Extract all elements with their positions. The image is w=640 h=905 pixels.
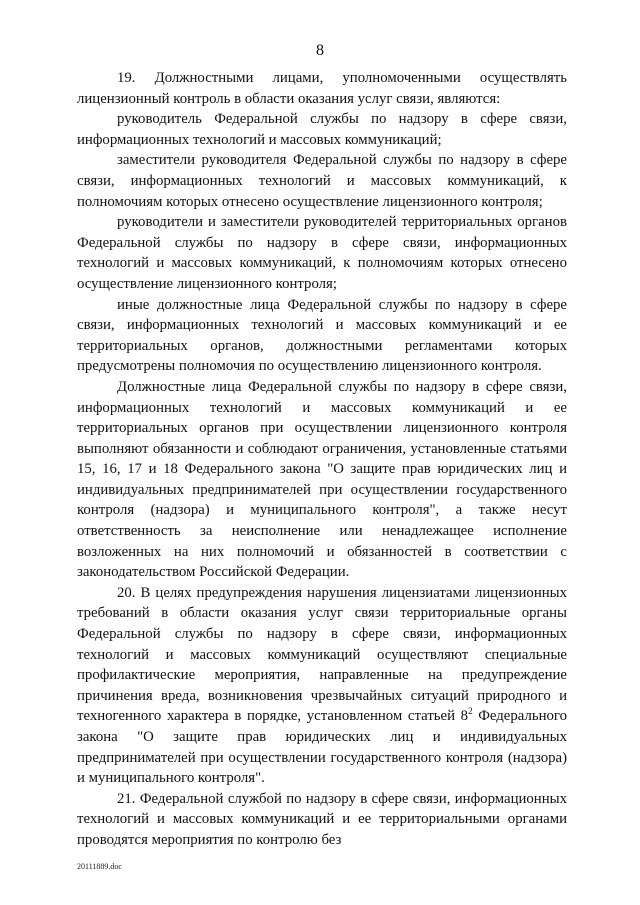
- list-item-deputy-heads: заместители руководителя Федеральной службы по надзору в сфере связи, информационных технологий и массовых коммуникаций, к полномочиям которых отнесено осуществление лицензионного контроля;: [77, 152, 567, 210]
- paragraph-21: 21. Федеральной службой по надзору в сфере связи, информационных технологий и массовых коммуникаций и ее территориальными органами проводятся мероприятия по контролю без: [77, 790, 567, 848]
- list-item-head-of-service: руководитель Федеральной службы по надзору в сфере связи, информационных технологий и массовых коммуникаций;: [77, 111, 567, 148]
- list-item-other-officials: иные должностные лица Федеральной службы по надзору в сфере связи, информационных технологий и массовых коммуникаций и ее территориальных органов, должностными регламентами которых предусмотрены полномочия по осуществлению лицензионного контроля.: [77, 296, 567, 375]
- document-body: [77, 68, 567, 851]
- paragraph-20-text-b: Федерального закона "О защите прав юридических лиц и индивидуальных предпринимателей при осуществлении государственного контроля (надзора) и муниципального контроля".: [77, 708, 567, 787]
- footer-filename: 20111889.doc: [77, 862, 122, 871]
- paragraph-officials-duties: Должностные лица Федеральной службы по надзору в сфере связи, информационных технологий и массовых коммуникаций и ее территориальных органов при осуществлении лицензионного контроля выполняют обязанности и соблюдают ограничения, установленные статьями 15, 16, 17 и 18 Федерального закона "О защите прав юридических лиц и индивидуальных предпринимателей при осуществлении государственного контроля (надзора) и муниципального контроля", а также несут ответственность за неисполнение или ненадлежащее исполнение возложенных на них полномочий и обязанностей в соответствии с законодательством Российской Федерации.: [77, 378, 567, 581]
- paragraph-19: 19. Должностными лицами, уполномоченными осуществлять лицензионный контроль в области оказания услуг связи, являются:: [77, 70, 567, 107]
- paragraph-20: [77, 583, 567, 789]
- paragraph-20-text-a: 20. В целях предупреждения нарушения лицензиатами лицензионных требований в области оказания услуг связи территориальные органы Федеральной службы по надзору в сфере связи, информационных технологий и массовых коммуникаций осуществляют специальные профилактические мероприятия, направленные на предупреждение причинения вреда, возникновения чрезвычайных ситуаций природного и техногенного характера в порядке, установленном статьей 8: [77, 584, 567, 725]
- page-number: 8: [316, 42, 324, 59]
- superscript-article: 2: [468, 706, 473, 717]
- list-item-territorial-heads: руководители и заместители руководителей территориальных органов Федеральной службы по надзору в сфере связи, информационных технологий и массовых коммуникаций, к полномочиям которых отнесено осуществление лицензионного контроля;: [77, 214, 567, 292]
